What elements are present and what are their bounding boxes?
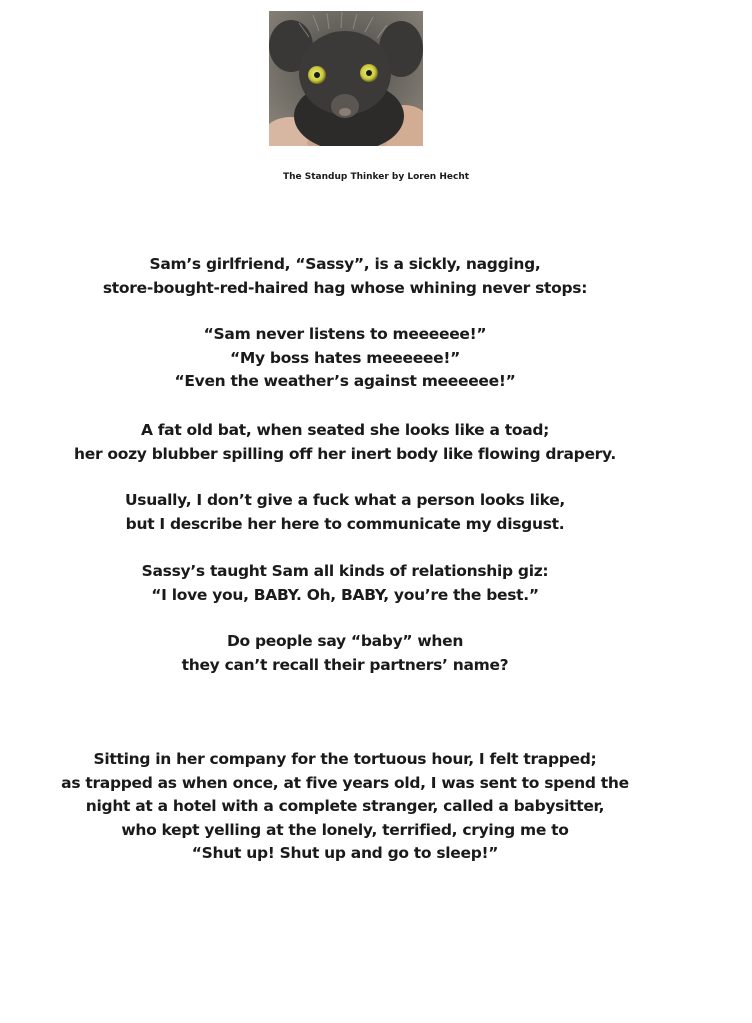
poem-line: Sam’s girlfriend, “Sassy”, is a sickly, nagging, bbox=[149, 255, 541, 273]
poem-line: her oozy blubber spilling off her inert body like flowing drapery. bbox=[74, 444, 616, 463]
poem-stanza-2 bbox=[0, 323, 690, 394]
poem-line: A fat old bat, when seated she looks like a toad; bbox=[140, 421, 550, 439]
poem-line: Sassy’s taught Sam all kinds of relationship giz: bbox=[141, 562, 549, 580]
poem-line: night at a hotel with a complete stranger, called a babysitter, bbox=[85, 797, 605, 815]
poem-stanza-6 bbox=[0, 630, 690, 677]
poem-line: “Sam never listens to meeeeee!” bbox=[203, 325, 487, 343]
poem-line: Sitting in her company for the tortuous hour, I felt trapped; bbox=[93, 750, 597, 768]
poem-stanza-3 bbox=[0, 419, 690, 466]
poem-line: “I love you, BABY. Oh, BABY, you’re the best.” bbox=[151, 585, 539, 604]
poem-stanza-1 bbox=[0, 253, 690, 300]
poem-line: “Even the weather’s against meeeeee!” bbox=[174, 372, 516, 390]
poem-line: but I describe her here to communicate my disgust. bbox=[125, 514, 565, 533]
poem-line: as trapped as when once, at five years old, I was sent to spend the bbox=[61, 773, 629, 792]
poem-stanza-4 bbox=[0, 489, 690, 536]
poem-line: Usually, I don’t give a fuck what a person looks like, bbox=[125, 491, 565, 509]
poem-line: Do people say “baby” when bbox=[226, 632, 464, 650]
poem-line: store-bought-red-haired hag whose whining never stops: bbox=[102, 278, 588, 297]
poem-line: who kept yelling at the lonely, terrified, crying me to bbox=[121, 820, 569, 839]
poem-stanza-5 bbox=[0, 560, 690, 607]
aye-aye-photo bbox=[269, 11, 423, 146]
poem-line: “My boss hates meeeeee!” bbox=[229, 348, 461, 367]
poem-line: “Shut up! Shut up and go to sleep!” bbox=[191, 844, 499, 862]
poem-line: they can’t recall their partners’ name? bbox=[181, 655, 509, 674]
byline: The Standup Thinker by Loren Hecht bbox=[282, 172, 470, 182]
poem-stanza-7 bbox=[0, 748, 690, 866]
